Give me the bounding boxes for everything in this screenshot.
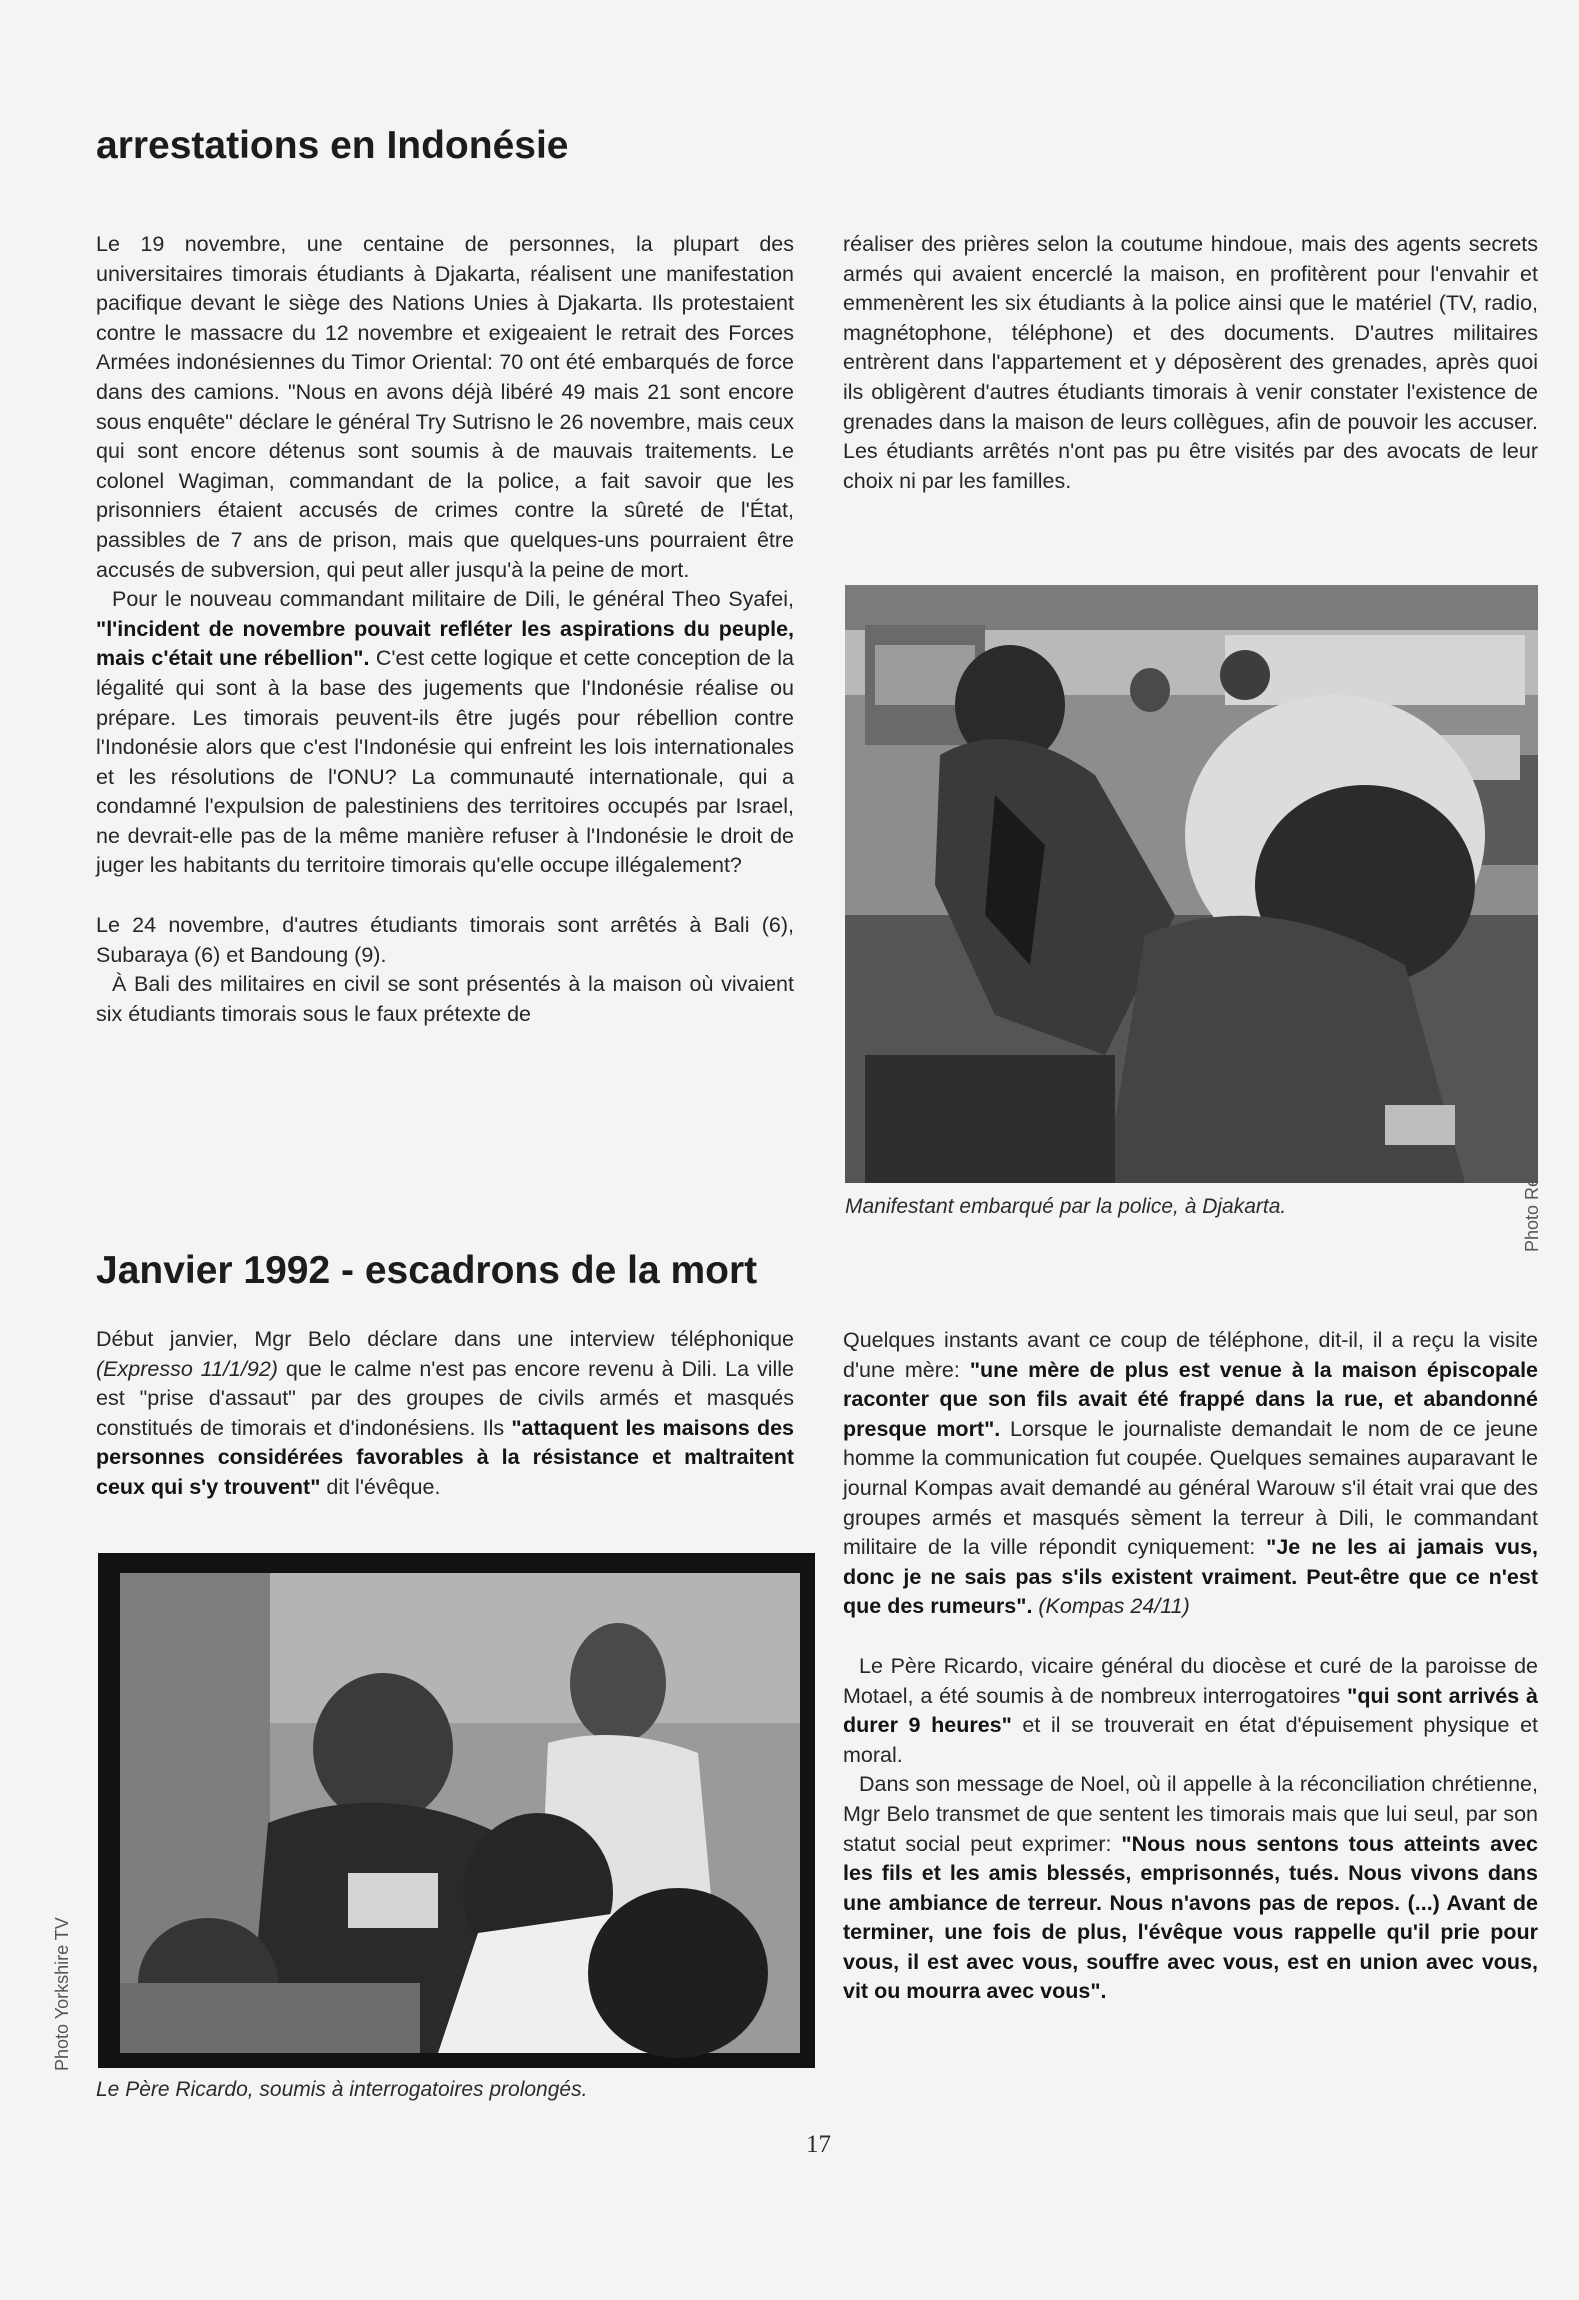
text-run: C'est cette logique et cette conception de la légalité qui sont à la base des jugements que l'Indonésie réalise ou prépare. Les timorais peuvent-ils être jugés pour rébellion contre l'Indonésie alors que c'est l'Indonésie qui enfreint les lois internationales et les résolutions de l'ONU? La communauté internationale, qui a condamné l'expulsion de palestiniens des territoires occupés par Israel, ne devrait-elle pas de la même manière refuser à l'Indonésie le droit de juger les habitants du territoire timorais qu'elle occupe illégalement? [96,646,795,878]
text-run: Début janvier, Mgr Belo déclare dans une interview téléphonique [96,1327,794,1351]
paragraph-prayers: réaliser des prières selon la coutume hindoue, mais des agents secrets armés qui avaient encerclé la maison, en profitèrent pour l'envahir et emmenèrent les six étudiants à la police ainsi que le matériel (TV, radio, magnétophone, téléphone) et des documents. D'autres militaires entrèrent dans l'appartement et y déposèrent des grenades, après quoi ils obligèrent d'autres étudiants timorais à venir constater l'existence de grenades dans la maison de leurs collègues, afin de pouvoir les accuser. Les étudiants arrêtés n'ont pas pu être visités par des avocats de leur choix ni par les familles. [843,232,1538,493]
quote-interrogations: "qui sont arrivés à durer 9 heures" [843,1683,1538,1738]
paragraph-mother-visit [843,1326,1538,1622]
photo-caption-ricardo: Le Père Ricardo, soumis à interrogatoires prolongés. [96,2078,588,2101]
quote-syafei: "l'incident de novembre pouvait refléter les aspirations du peuple, mais c'était une rébellion". [96,616,794,671]
quote-mother: "une mère de plus est venue à la maison épiscopale raconter que son fils avait été frappé dans la rue, et abandonné presque mort". [843,1357,1538,1441]
article-column-left-lower [96,1325,794,1503]
photo-pere-ricardo [98,1553,815,2068]
paragraph-belo-interview [96,1325,794,1503]
text-run: que le calme n'est pas encore revenu à Dili. La ville est "prise d'assaut" par des groupes de civils armés et masqués constitués de timorais et d'indonésiens. Ils [96,1356,794,1440]
paragraph-bali-raid: À Bali des militaires en civil se sont présentés à la maison où vivaient six étudiants timorais sous le faux prétexte de [96,972,794,1026]
quote-belo-message: "Nous nous sentons tous atteints avec les fils et les amis blessés, emprisonnés, tués. Nous vivons dans une ambiance de terreur. Nous n'avons pas de repos. (...) Avant de terminer, une fois de plus, l'évêque vous rappelle qu'il prie pour vous, il est avec vous, souffre avec vous, est en union avec vous, vit ou mourra avec vous". [843,1831,1538,2004]
quote-warouw: "Je ne les ai jamais vus, donc je ne sais pas s'ils existent vraiment. Peut-être que ce n'est que des rumeurs". [843,1535,1538,1619]
section-title-arrestations: arrestations en Indonésie [96,124,569,167]
paragraph-pere-ricardo [843,1652,1538,1770]
paragraph-syafei [96,585,794,881]
paragraph-arrests-bali: Le 24 novembre, d'autres étudiants timorais sont arrêtés à Bali (6), Subaraya (6) et Bandoung (9). [96,913,794,967]
paragraph-noel-message [843,1770,1538,2007]
photo-credit-yorkshire: Photo Yorkshire TV [52,1917,72,2071]
source-citation: (Expresso 11/1/92) [96,1356,278,1381]
text-run: Pour le nouveau commandant militaire de Dili, le général Theo Syafei, [112,587,794,612]
source-citation: (Kompas 24/11) [1032,1594,1190,1619]
section-title-janvier-1992: Janvier 1992 - escadrons de la mort [96,1249,758,1292]
text-run: Quelques instants avant ce coup de téléphone, dit-il, il a reçu la visite d'une mère: [843,1328,1538,1382]
text-run: dit l'évêque. [320,1474,441,1499]
text-run: Le Père Ricardo, vicaire général du diocèse et curé de la paroisse de Motael, a été soumis à de nombreux interrogatoires [843,1653,1538,1708]
photo-caption-djakarta: Manifestant embarqué par la police, à Djakarta. [845,1195,1287,1218]
photo-credit-reuter: Photo Reuter [1522,1145,1542,1252]
text-run: Dans son message de Noel, où il appelle à la réconciliation chrétienne, Mgr Belo transmet de que sentent les timorais mais que lui seul, par son statut social peut exprimer: [843,1772,1538,1856]
article-column-right-upper [843,230,1538,496]
article-column-right-lower [843,1326,1538,2007]
page-number: 17 [806,2131,831,2158]
text-run: et il se trouverait en état d'épuisement physique et moral. [843,1713,1538,1767]
article-column-left-upper [96,230,794,1029]
quote-attacks: "attaquent les maisons des personnes considérées favorables à la résistance et maltraitent ceux qui s'y trouvent" [96,1415,794,1499]
paragraph-demonstration: Le 19 novembre, une centaine de personnes, la plupart des universitaires timorais étudiants à Djakarta, réalisent une manifestation pacifique devant le siège des Nations Unies à Djakarta. Ils protestaient contre le massacre du 12 novembre et exigeaient le retrait des Forces Armées indonésiennes du Timor Oriental: 70 ont été embarqués de force dans des camions. "Nous en avons déjà libéré 49 mais 21 sont encore sous enquête" déclare le général Try Sutrisno le 26 novembre, mais ceux qui sont encore détenus sont soumis à de mauvais traitements. Le colonel Wagiman, commandant de la police, a fait savoir que les prisonniers étaient accusés de crimes contre la sûreté de l'État, passibles de 7 ans de prison, mais que quelques-uns pourraient être accusés de subversion, qui peut aller jusqu'à la peine de mort. [96,232,794,582]
text-run: Lorsque le journaliste demandait le nom de ce jeune homme la communication fut coupée. Quelques semaines auparavant le journal Kompas avait demandé au général Warouw s'il était vrai que des groupes armés et masqués sèment la terreur à Dili, le commandant militaire de la ville répondit cyniquement: [843,1416,1538,1560]
photo-arrest-djakarta [845,585,1538,1183]
